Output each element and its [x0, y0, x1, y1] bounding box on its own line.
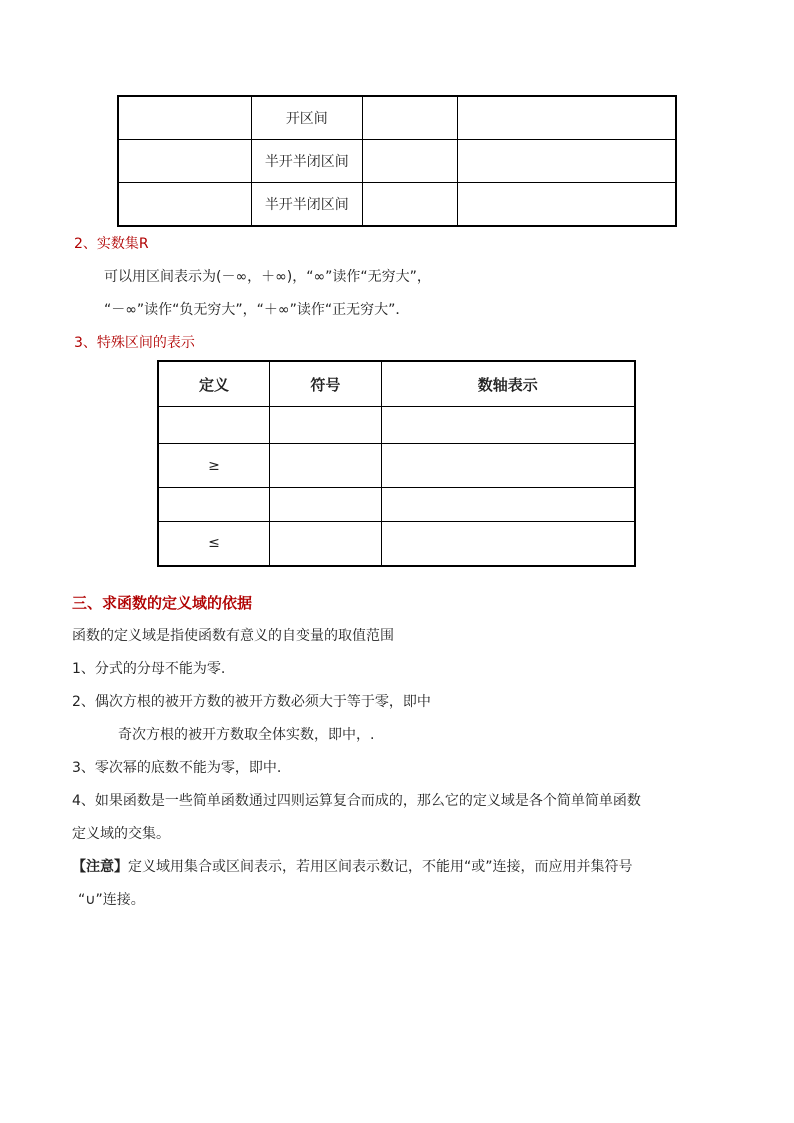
table-cell — [118, 183, 252, 227]
table-cell — [158, 488, 270, 522]
table-cell — [458, 140, 676, 183]
table-cell — [270, 407, 382, 444]
column-header: 定义 — [158, 361, 270, 407]
table-row — [158, 488, 635, 522]
table-cell — [270, 488, 382, 522]
part-heading: 三、求函数的定义域的依据 — [72, 594, 253, 612]
table-cell — [118, 140, 252, 183]
table-cell — [270, 522, 382, 566]
section-heading: 3、特殊区间的表示 — [74, 335, 195, 351]
table-header-row — [158, 361, 635, 407]
interval-table — [117, 95, 677, 227]
list-item-continuation: 奇次方根的被开方数取全体实数，即中，. — [118, 727, 375, 743]
note-continuation: “∪”连接。 — [78, 892, 145, 908]
section-heading: 2、实数集R — [74, 236, 149, 252]
list-item: 2、偶次方根的被开方数的被开方数必须大于等于零，即中 — [72, 694, 431, 710]
special-interval-table — [157, 360, 636, 567]
table-cell: ≥ — [158, 444, 270, 488]
table-cell: 半开半闭区间 — [252, 183, 363, 227]
table-cell — [381, 407, 635, 444]
table-cell — [458, 96, 676, 140]
table-cell — [362, 183, 458, 227]
table-cell — [381, 444, 635, 488]
paragraph-line: 可以用区间表示为(－∞，＋∞)，“∞”读作“无穷大”， — [104, 269, 431, 285]
column-header: 符号 — [270, 361, 382, 407]
list-item: 4、如果函数是一些简单函数通过四则运算复合而成的，那么它的定义域是各个简单简单函数 — [72, 793, 641, 809]
list-item: 1、分式的分母不能为零. — [72, 661, 226, 677]
table-cell — [270, 444, 382, 488]
table-cell — [362, 140, 458, 183]
paragraph-line: 函数的定义域是指使函数有意义的自变量的取值范围 — [72, 628, 394, 644]
table-row — [158, 444, 635, 488]
table-row — [158, 407, 635, 444]
table-row — [118, 96, 676, 140]
table-cell: ≤ — [158, 522, 270, 566]
table-cell — [381, 488, 635, 522]
note-text: 定义域用集合或区间表示，若用区间表示数记，不能用“或”连接，而应用并集符号 — [128, 859, 633, 875]
table-cell — [458, 183, 676, 227]
table-cell — [362, 96, 458, 140]
table-row — [158, 522, 635, 566]
column-header: 数轴表示 — [381, 361, 635, 407]
table-cell: 开区间 — [252, 96, 363, 140]
table-cell: 半开半闭区间 — [252, 140, 363, 183]
table-cell — [118, 96, 252, 140]
list-item: 3、零次幂的底数不能为零，即中. — [72, 760, 282, 776]
list-item-continuation: 定义域的交集。 — [72, 826, 170, 842]
table-cell — [158, 407, 270, 444]
note-line — [72, 856, 633, 876]
table-cell — [381, 522, 635, 566]
table-row — [118, 140, 676, 183]
table-row — [118, 183, 676, 227]
note-label: 【注意】 — [72, 859, 128, 875]
paragraph-line: “－∞”读作“负无穷大”，“＋∞”读作“正无穷大”． — [104, 302, 410, 318]
